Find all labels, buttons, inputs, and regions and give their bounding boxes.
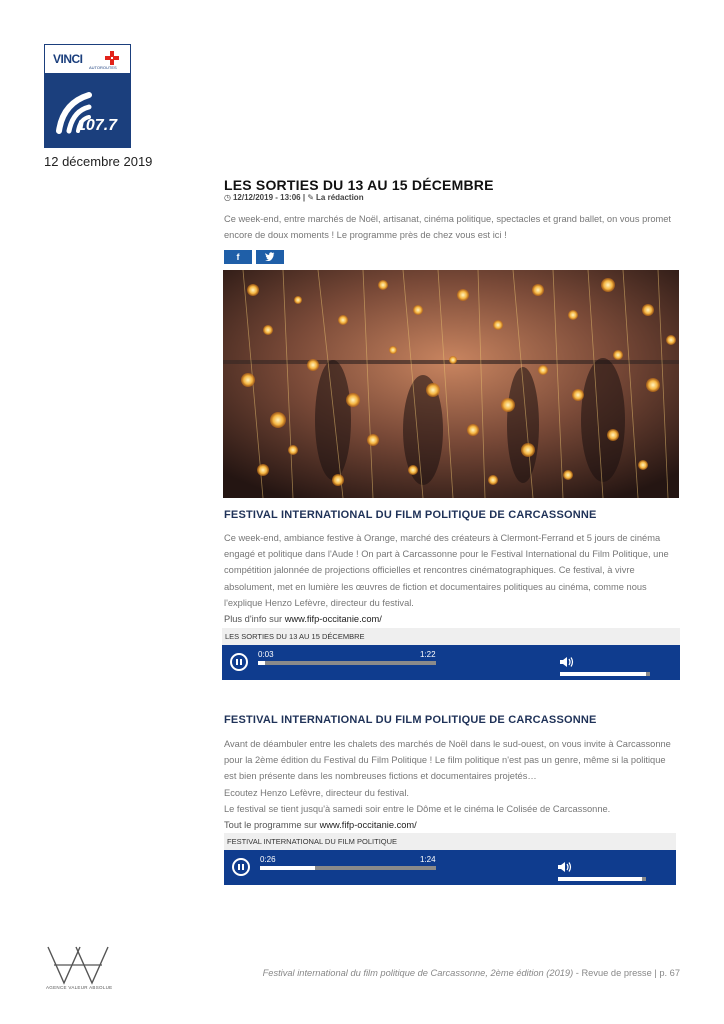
info-prefix: Plus d'info sur: [224, 614, 285, 625]
festival-link[interactable]: www.fifp-occitanie.com/: [284, 614, 382, 625]
article-intro: Ce week-end, entre marchés de Noël, artisanat, cinéma politique, spectacles et grand ballet, on vous promet encore de doux moments ! Le programme près de chez vous est ici !: [224, 214, 672, 240]
page-date: 12 décembre 2019: [44, 154, 153, 169]
pause-button[interactable]: [230, 653, 248, 671]
progress-bar[interactable]: [258, 661, 436, 665]
info-line: [224, 611, 680, 627]
logo-sub: AUTOROUTES: [89, 65, 117, 70]
footer-caption-italic: Festival international du film politique de Carcassonne, 2ème édition (2019): [262, 968, 574, 978]
volume-slider[interactable]: [560, 672, 650, 676]
duration: 1:22: [420, 650, 436, 659]
volume-fill: [558, 877, 642, 881]
pause-button[interactable]: [232, 858, 250, 876]
agency-name: AGENCE VALEUR ABSOLUE: [46, 985, 113, 990]
pencil-icon: ✎: [307, 193, 315, 202]
footer-caption-rest: - Revue de presse | p. 67: [573, 968, 680, 978]
facebook-icon: f: [236, 252, 240, 262]
meta-author: La rédaction: [316, 193, 364, 202]
audio-player: [224, 850, 676, 885]
radio-logo: [44, 44, 131, 148]
volume-slider[interactable]: [558, 877, 646, 881]
section-title: FESTIVAL INTERNATIONAL DU FILM POLITIQUE DE CARCASSONNE: [224, 509, 597, 521]
volume-icon[interactable]: [558, 861, 572, 873]
section-title: FESTIVAL INTERNATIONAL DU FILM POLITIQUE DE CARCASSONNE: [224, 714, 597, 726]
volume-icon[interactable]: [560, 656, 574, 668]
audio-title: LES SORTIES DU 13 AU 15 DÉCEMBRE: [222, 628, 680, 645]
current-time: 0:03: [258, 650, 274, 659]
audio-player: [222, 645, 680, 680]
twitter-icon: [265, 252, 275, 261]
logo-frequency: 107.7: [77, 117, 118, 134]
section-body: [224, 530, 680, 627]
bokeh-lights-image: [223, 270, 679, 498]
section-body: [224, 736, 680, 833]
facebook-share-button[interactable]: [224, 250, 252, 264]
vinci-cross-icon: [105, 51, 119, 65]
duration: 1:24: [420, 855, 436, 864]
article-photo: [223, 270, 679, 498]
section-paragraph: Ce week-end, ambiance festive à Orange, marché des créateurs à Clermont-Ferrand et 5 jours de cinéma engagé et politique dans l'Aude ! On part à Carcassonne pour le Festival International du Film Politique, une compétition jalonnée de projections officielles et rencontres cinématographiques. Ce festival, à vivre absolument, met en lumière les œuvres de fiction et documentaires politiques au cinéma, comme nous l'explique Henzo Lefèvre, directeur du festival.: [224, 533, 669, 608]
section-paragraph: Le festival se tient jusqu'à samedi soir entre le Dôme et le cinéma le Colisée de Carcassonne.: [224, 803, 611, 814]
agency-logo-icon: [46, 943, 110, 989]
section-paragraph: Avant de déambuler entre les chalets des marchés de Noël dans le sud-ouest, on vous invite à Carcassonne pour la 2ème édition du Festival du Film Politique ! Le film politique n'est pas un genre, même si la politique est bien présente dans les nombreuses fictions et documentaires projetés…: [224, 739, 671, 782]
audio-title: FESTIVAL INTERNATIONAL DU FILM POLITIQUE: [224, 833, 676, 850]
festival-link[interactable]: www.fifp-occitanie.com/: [319, 820, 417, 831]
progress-fill: [258, 661, 265, 665]
progress-fill: [260, 866, 315, 870]
volume-fill: [560, 672, 646, 676]
meta-date: 12/12/2019 - 13:06: [232, 193, 301, 202]
logo-brand: VINCI: [53, 52, 83, 66]
info-prefix: Tout le programme sur: [224, 820, 320, 831]
meta-separator: |: [302, 193, 306, 202]
progress-bar[interactable]: [260, 866, 436, 870]
info-line: [224, 817, 680, 833]
article-meta: [224, 193, 364, 202]
twitter-share-button[interactable]: [256, 250, 284, 264]
current-time: 0:26: [260, 855, 276, 864]
footer-caption: [263, 968, 680, 978]
section-paragraph: Ecoutez Henzo Lefèvre, directeur du festival.: [224, 787, 410, 798]
radio-waves-icon: [45, 75, 130, 147]
article-title: LES SORTIES DU 13 AU 15 DÉCEMBRE: [224, 177, 494, 193]
clock-icon: ◷: [224, 193, 231, 202]
